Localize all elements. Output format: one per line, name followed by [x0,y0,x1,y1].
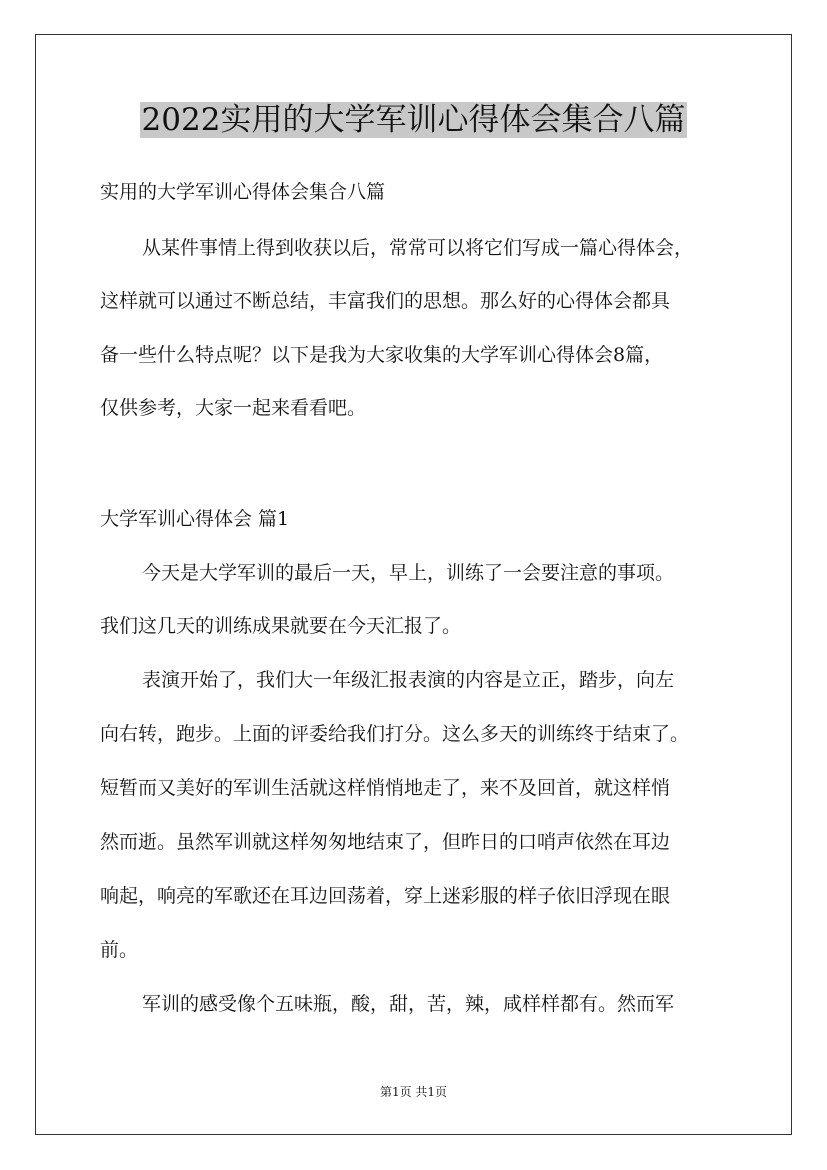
body-line: 短暂而又美好的军训生活就这样悄悄地走了，来不及回首，就这样悄 [100,777,671,799]
document-title: 2022实用的大学军训心得体会集合八篇 [141,102,686,138]
body-line: 前。 [100,939,139,961]
intro-line: 从某件事情上得到收获以后，常常可以将它们写成一篇心得体会， [142,237,694,259]
body-line: 然而逝。虽然军训就这样匆匆地结束了，但昨日的口哨声依然在耳边 [100,831,671,853]
page-footer: 第1页 共1页 [379,1085,448,1099]
body-line: 我们这几天的训练成果就要在今天汇报了。 [100,615,462,637]
body-line: 今天是大学军训的最后一天，早上，训练了一会要注意的事项。 [142,562,675,584]
intro-line: 备一些什么特点呢？以下是我为大家收集的大学军训心得体会8篇， [100,344,664,366]
body-line: 向右转，跑步。上面的评委给我们打分。这么多天的训练终于结束了。 [100,723,690,745]
document-subtitle: 实用的大学军训心得体会集合八篇 [100,181,386,203]
intro-line: 仅供参考，大家一起来看看吧。 [100,397,367,419]
intro-line: 这样就可以通过不断总结，丰富我们的思想。那么好的心得体会都具 [100,290,671,312]
body-line: 军训的感受像个五味瓶，酸，甜，苦，辣，咸样样都有。然而军 [142,993,675,1015]
section-heading: 大学军训心得体会 篇1 [100,508,290,530]
body-line: 响起，响亮的军歌还在耳边回荡着，穿上迷彩服的样子依旧浮现在眼 [100,885,671,907]
body-line: 表演开始了，我们大一年级汇报表演的内容是立正，踏步，向左 [142,669,675,691]
